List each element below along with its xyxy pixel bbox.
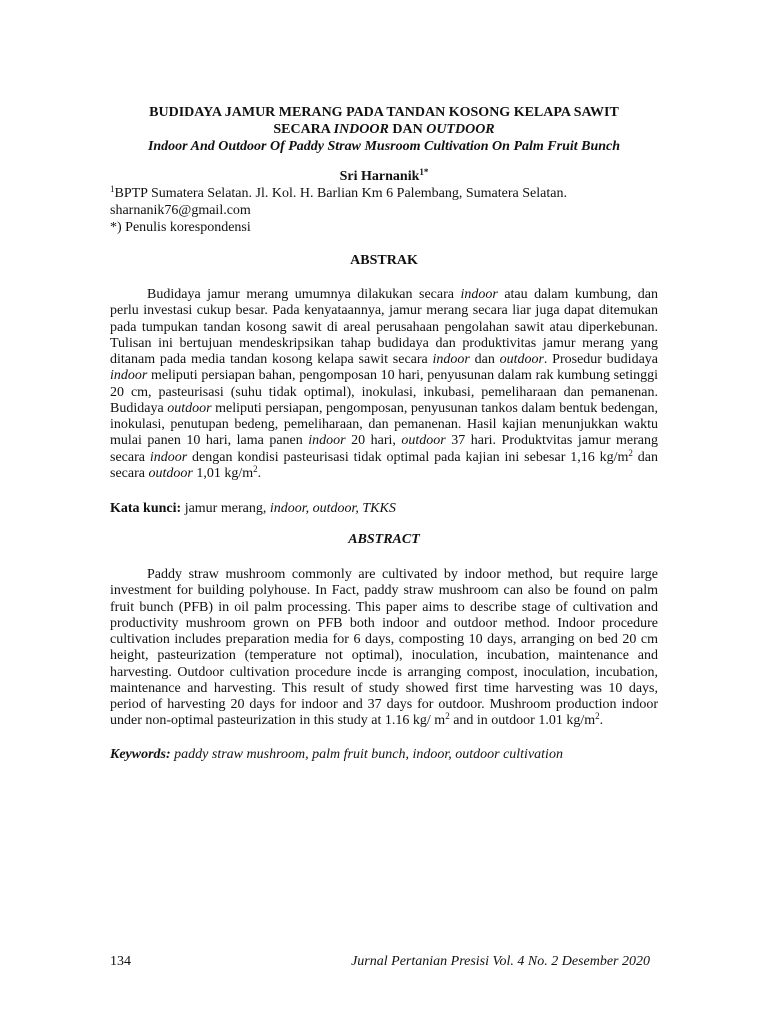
keywords-text: paddy straw mushroom, palm fruit bunch, indoor, outdoor cultivation — [170, 746, 563, 762]
title-line-2-part-b: INDOOR — [333, 122, 389, 137]
abstract-text-2: and in outdoor 1.01 kg/m — [449, 713, 596, 729]
author-superscript: 1* — [419, 167, 429, 177]
author-name: Sri Harnanik — [339, 169, 420, 184]
abstrak-text-10: meliputi persiapan, pengomposan, penyusunan tankos dalam bentuk bedengan, inokulasi, penutupan bedeng, pemeliharaan, dan pemanenan. Hasil kajian menunjukkan waktu mulai panen 10 hari, lama panen — [110, 400, 658, 449]
abstrak-heading: ABSTRAK — [350, 253, 418, 268]
abstrak-text-4: dan — [469, 352, 500, 367]
abstract-heading: ABSTRACT — [348, 532, 420, 547]
abstrak-text-7: indoor — [110, 368, 148, 384]
abstrak-text-19: outdoor — [148, 465, 193, 481]
abstract-superscript-2: 2 — [595, 711, 600, 722]
affiliation-line — [110, 185, 658, 202]
keywords — [110, 746, 658, 763]
abstrak-text-1: indoor — [460, 287, 498, 302]
abstract-text-0: Paddy straw mushroom commonly are cultivated by indoor method, but require large investment for building polyhouse. In Fact, paddy straw mushroom can also be found on palm fruit bunch (PFB) in oil palm processing. This paper aims to describe stage of cultivation and productivity mushroom grown on PFB both indoor and outdoor method. Indoor procedure cultivation includes preparation media for 6 days, composting 10 days, arranging on bed 20 cm height, pasteurization (temperature not optimal), inoculation, incubation, maintenance and harvesting. Outdoor cultivation procedure incde is arranging compost, inoculation, incubation, maintenance and harvesting. This result of study showed first time harvesting was 10 days, period of harvesting 20 days for indoor and 37 days for outdoor. Mushroom production indoor under non-optimal pasteurization in this study at 1.16 kg/ m — [110, 567, 658, 729]
kata-kunci-label: Kata kunci: — [110, 501, 182, 516]
title-line-1: BUDIDAYA JAMUR MERANG PADA TANDAN KOSONG KELAPA SAWIT — [149, 105, 619, 120]
title-line-2-part-c: DAN — [388, 122, 427, 137]
title-line-2-part-d: OUTDOOR — [426, 122, 495, 137]
english-title: Indoor And Outdoor Of Paddy Straw Musroom Cultivation On Palm Fruit Bunch — [147, 139, 621, 154]
keywords-label: Keywords: — [110, 746, 171, 762]
abstract-paragraph — [110, 567, 658, 730]
correspondence-note: *) Penulis korespondensi — [110, 220, 251, 235]
kata-kunci — [110, 500, 658, 517]
abstract-text-4: . — [599, 713, 604, 729]
abstrak-text-13: outdoor — [401, 433, 446, 449]
abstrak-text-3: indoor — [432, 352, 470, 367]
abstrak-text-20: 1,01 kg/m — [192, 465, 254, 481]
title-line-2-part-a: SECARA — [273, 122, 334, 137]
abstrak-text-5: outdoor — [499, 352, 544, 367]
abstrak-text-15: indoor — [149, 449, 188, 465]
abstrak-superscript-1: 2 — [628, 447, 633, 458]
abstract-superscript-1: 2 — [445, 711, 450, 722]
abstrak-text-11: indoor — [308, 433, 346, 449]
abstrak-text-12: 20 hari, — [345, 433, 402, 449]
abstrak-text-0: Budidaya jamur merang umumnya dilakukan secara — [147, 287, 461, 302]
page-number: 134 — [110, 954, 131, 969]
abstrak-text-9: outdoor — [167, 400, 212, 416]
title — [110, 104, 658, 138]
affiliation-address: BPTP Sumatera Selatan. Jl. Kol. H. Barlian Km 6 Palembang, Sumatera Selatan. — [114, 186, 567, 201]
affiliation — [110, 185, 658, 236]
kata-kunci-plain: jamur merang, — [181, 501, 270, 516]
journal-citation: Jurnal Pertanian Presisi Vol. 4 No. 2 Desember 2020 — [351, 954, 650, 969]
abstrak-text-22: . — [257, 465, 262, 481]
author — [110, 168, 658, 185]
abstrak-paragraph — [110, 287, 658, 482]
author-email: sharnanik76@gmail.com — [110, 203, 251, 218]
abstrak-text-14: 37 hari. Produktvitas jamur merang secara — [110, 433, 658, 465]
kata-kunci-italic: indoor, outdoor, TKKS — [269, 501, 396, 516]
abstrak-text-18: dan secara — [110, 449, 658, 481]
abstrak-text-16: dengan kondisi pasteurisasi tidak optimal pada kajian ini sebesar 1,16 kg/m — [187, 449, 629, 465]
abstrak-text-6: . Prosedur budidaya — [543, 352, 659, 367]
abstrak-text-8: meliputi persiapan bahan, pengomposan 10 hari, penyusunan dalam rak kumbung setinggi 20 cm, pasteurisasi (suhu tidak optimal), inokulasi, inkubasi, pemeliharaan dan pemanenan. Budidaya — [110, 368, 658, 416]
title-line-2 — [110, 121, 658, 138]
abstrak-superscript-2: 2 — [253, 463, 258, 474]
paper-page — [110, 104, 658, 763]
abstrak-text-2: atau dalam kumbung, dan perlu investasi cukup besar. Pada kenyataannya, jamur merang secara liar juga dapat ditemukan pada tumpukan tandan kosong sawit di areal perusahaan pengolahan sawit atau diperkebunan. Tulisan ini bertujuan mendeskripsikan tahap budidaya dan produktivitas jamur merang yang ditanam pada media tandan kosong kelapa sawit secara — [110, 287, 658, 367]
affiliation-superscript: 1 — [110, 184, 115, 194]
